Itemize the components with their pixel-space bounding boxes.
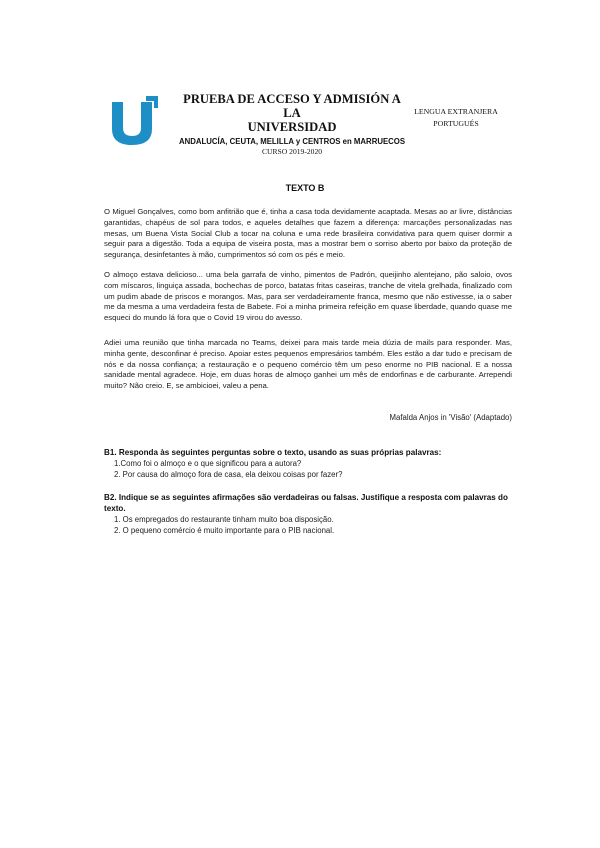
b2-statement-2: 2. O pequeno comércio é muito importante para o PIB nacional. (114, 526, 335, 535)
b1-question-1: 1.Como foi o almoço e o que significou para a autora? (114, 459, 302, 468)
text-title: TEXTO B (285, 183, 325, 193)
exam-title-line1: PRUEBA DE ACCESO Y ADMISIÓN A LA (183, 92, 401, 120)
section-b1-heading: B1. Responda às seguintes perguntas sobre o texto, usando as suas próprias palavras: (104, 448, 442, 457)
subject-line1: LENGUA EXTRANJERA (414, 107, 498, 116)
b1-question-2: 2. Por causa do almoço fora de casa, ela deixou coisas por fazer? (114, 470, 343, 479)
exam-header (100, 88, 510, 156)
exam-title-line2: UNIVERSIDAD (247, 120, 337, 134)
exam-subject (406, 106, 506, 130)
section-b2 (104, 492, 514, 536)
section-b2-heading: B2. Indique se as seguintes afirmações são verdadeiras ou falsas. Justifique a resposta com palavras do texto. (104, 493, 508, 513)
b2-statement-1: 1. Os empregados do restaurante tinham muito boa disposição. (114, 515, 334, 524)
text-author: Mafalda Anjos in 'Visão' (Adaptado) (389, 413, 512, 422)
university-logo-icon (108, 94, 160, 146)
text-paragraph-2: O almoço estava delicioso... uma bela garrafa de vinho, pimentos de Padrón, queijinho alentejano, pão saloio, ovos com míscaros, linguiça assada, bochechas de porco, batatas fritas caseiras, tranche de vitela grelhada, finalizado com um pudim abade de priscos e morangos. Mas, para ser verdadeiramente franca, mesmo que não estivesse, ia o saber me da mesma a uma verdadeira festa de Babete. Foi a minha primeira refeição em quase liberdade, quando quase me esqueci do mundo lá fora que o Covid 19 virou do avesso. (104, 270, 512, 323)
exam-course: CURSO 2019-2020 (261, 147, 323, 156)
section-b1 (104, 447, 514, 480)
text-paragraph-3: Adiei uma reunião que tinha marcada no Teams, deixei para mais tarde meia dúzia de mails para responder. Mas, minha gente, desconfinar é preciso. Apoiar estes pequenos empresários também. Eles estão a dar tudo e precisam de nós e da nossa confiança; a restauração e o pequeno comércio têm um peso enorme no PIB nacional. E a nossa sanidade mental agradece. Hoje, em duas horas de almoço ganhei um mês de endorfinas e de carburante. Arrependi muito? Não creio. E, se ambicioei, valeu a pena. (104, 338, 512, 391)
exam-region: ANDALUCÍA, CEUTA, MELILLA y CENTROS en MARRUECOS (178, 137, 406, 146)
subject-line2: PORTUGUÉS (433, 119, 479, 128)
text-paragraph-1: O Miguel Gonçalves, como bom anfitrião que é, tinha a casa toda devidamente acaptada. Mesas ao ar livre, distâncias garantidas, chapéus de sol para todos, e aqueles detalhes que fazem a diferença: marcações personalizadas nas mesas, um Buena Vista Social Club a tocar na coluna e uma rede brasileira convidativa para quem quiser dormir a seguir para a digestão. Toda a equipa de viseira posta, mas a mostrar bem o sorriso aberto por baixo da proteção de segurança, desinfetantes à mão, cumprimentos só com os pés e meio. (104, 207, 512, 260)
exam-title-block (176, 92, 408, 157)
